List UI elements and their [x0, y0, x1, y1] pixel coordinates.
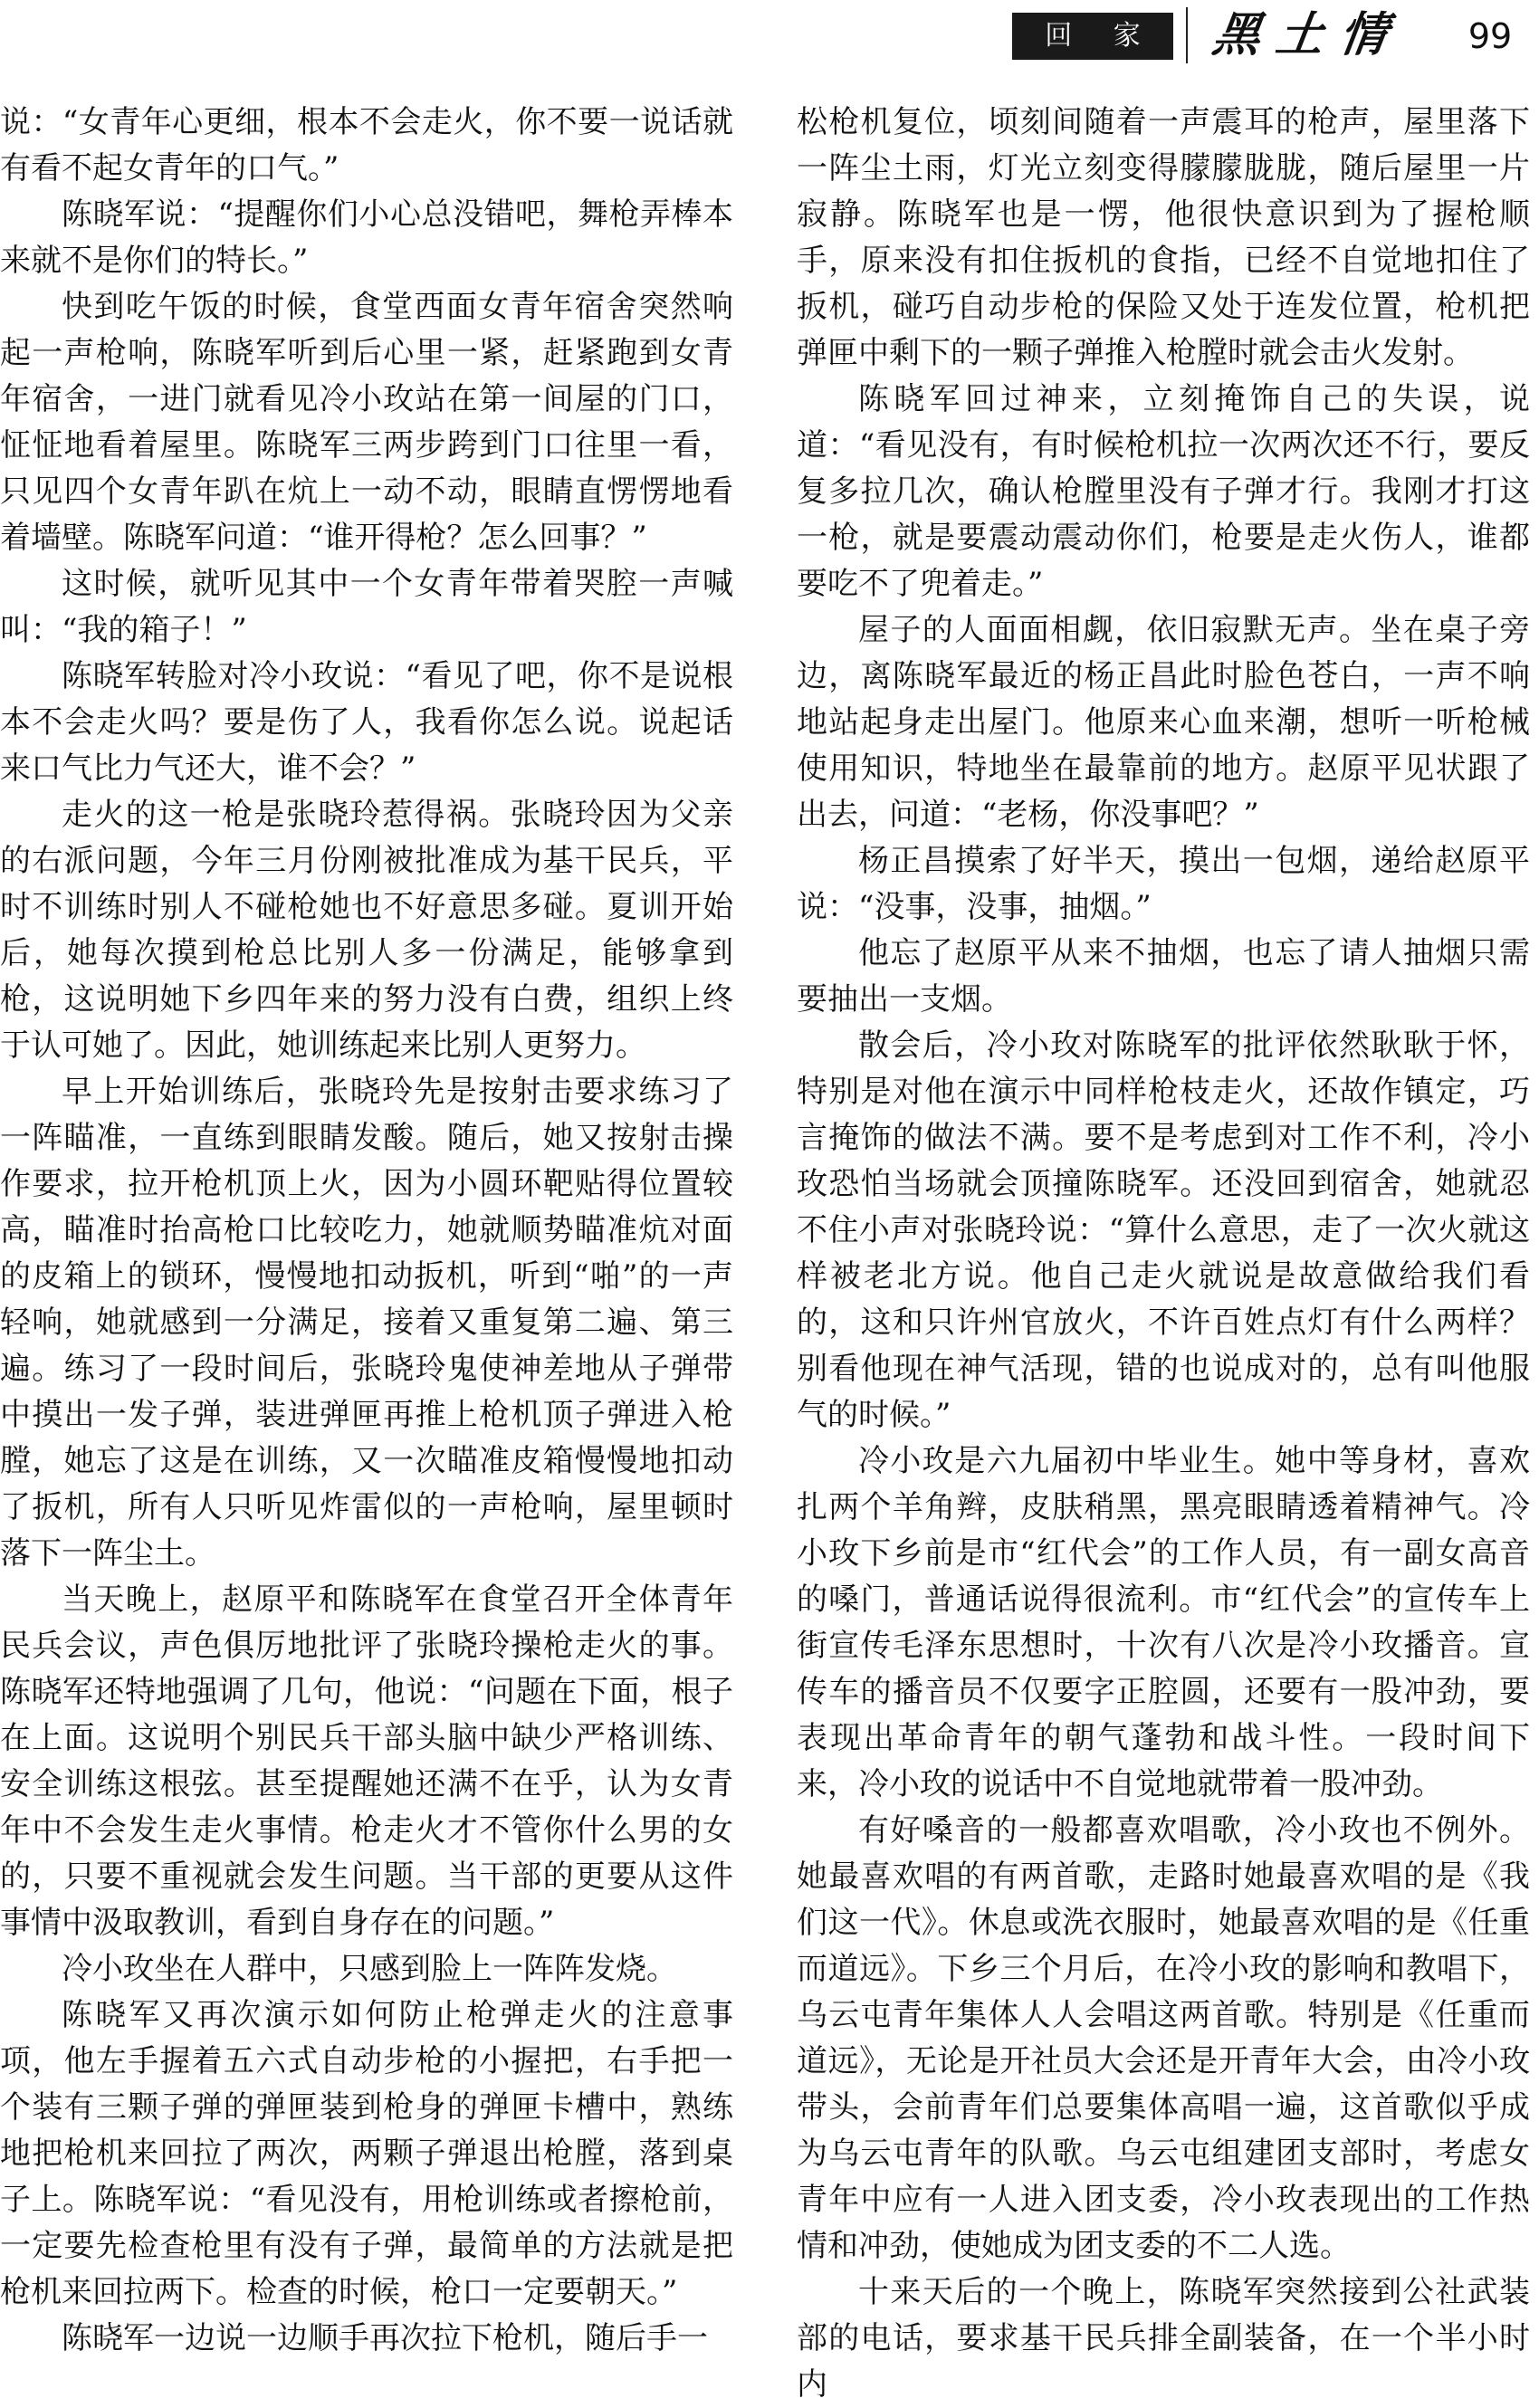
paragraph: 陈晓军回过神来，立刻掩饰自己的失误，说道：“看见没有，有时候枪机拉一次两次还不行，要反复多拉几次，确认枪膛里没有子弹才行。我刚才打这一枪，就是要震动震动你们，枪要是走火伤人，谁都要吃不了兜着走。” [797, 381, 1530, 602]
paragraph: 散会后，冷小玫对陈晓军的批评依然耿耿于怀，特别是对他在演示中同样枪枝走火，还故作镇定，巧言掩饰的做法不满。要不是考虑到对工作不利，冷小玫恐怕当场就会顶撞陈晓军。还没回到宿舍，她就忍不住小声对张晓玲说：“算什么意思，走了一次火就这样被老北方说。他自己走火就说是故意做给我们看的，这和只许州官放火，不许百姓点灯有什么两样？别看他现在神气活现，错的也说成对的，总有叫他服气的时候。” [797, 1027, 1530, 1433]
magazine-logo: 黑土情 [1209, 7, 1408, 62]
paragraph: 松枪机复位，顷刻间随着一声震耳的枪声，屋里落下一阵尘土雨，灯光立刻变得朦朦胧胧，随后屋里一片寂静。陈晓军也是一愣，他很快意识到为了握枪顺手，原来没有扣住扳机的食指，已经不自觉地扣住了扳机，碰巧自动步枪的保险又处于连发位置，枪机把弹匣中剩下的一颗子弹推入枪膛时就会击火发射。 [797, 104, 1530, 371]
paragraph: 陈晓军转脸对冷小玫说：“看见了吧，你不是说根本不会走火吗？要是伤了人，我看你怎么说。说起话来口气比力气还大，谁不会？” [0, 658, 733, 787]
paragraph: 冷小玫是六九届初中毕业生。她中等身材，喜欢扎两个羊角辫，皮肤稍黑，黑亮眼睛透着精神气。冷小玫下乡前是市“红代会”的工作人员，有一副女高音的嗓门，普通话说得很流利。市“红代会”的宣传车上街宣传毛泽东思想时，十次有八次是冷小玫播音。宣传车的播音员不仅要字正腔圆，还要有一股冲劲，要表现出革命青年的朝气蓬勃和战斗性。一段时间下来，冷小玫的说话中不自觉地就带着一股冲劲。 [797, 1443, 1530, 1802]
paragraph: 快到吃午饭的时候，食堂西面女青年宿舍突然响起一声枪响，陈晓军听到后心里一紧，赶紧跑到女青年宿舍，一进门就看见冷小玫站在第一间屋的门口，怔怔地看着屋里。陈晓军三两步跨到门口往里一看，只见四个女青年趴在炕上一动不动，眼睛直愣愣地看着墙壁。陈晓军问道：“谁开得枪？怎么回事？” [0, 289, 733, 556]
paragraph: 这时候，就听见其中一个女青年带着哭腔一声喊叫：“我的箱子！” [0, 566, 733, 648]
paragraph: 冷小玫坐在人群中，只感到脸上一阵阵发烧。 [62, 1951, 677, 1987]
page-number: 99 [1467, 16, 1513, 56]
header-divider [1186, 7, 1188, 63]
section-tag: 回 家 [1012, 13, 1173, 60]
paragraph: 杨正昌摸索了好半天，摸出一包烟，递给赵原平说：“没事，没事，抽烟。” [797, 843, 1530, 925]
right-column [797, 100, 1530, 2403]
paragraph: 当天晚上，赵原平和陈晓军在食堂召开全体青年民兵会议，声色俱厉地批评了张晓玲操枪走火的事。陈晓军还特地强调了几句，他说：“问题在下面，根子在上面。这说明个别民兵干部头脑中缺少严格训练、安全训练这根弦。甚至提醒她还满不在乎，认为女青年中不会发生走火事情。枪走火才不管你什么男的女的，只要不重视就会发生问题。当干部的更要从这件事情中汲取教训，看到自身存在的问题。” [0, 1581, 733, 1941]
paragraph: 有好嗓音的一般都喜欢唱歌，冷小玫也不例外。她最喜欢唱的有两首歌，走路时她最喜欢唱的是《我们这一代》。休息或洗衣服时，她最喜欢唱的是《任重而道远》。下乡三个月后，在冷小玫的影响和教唱下，乌云屯青年集体人人会唱这两首歌。特别是《任重而道远》，无论是开社员大会还是开青年大会，由冷小玫带头，会前青年们总要集体高唱一遍，这首歌似乎成为乌云屯青年的队歌。乌云屯组建团支部时，考虑女青年中应有一人进入团支委，冷小玫表现出的工作热情和冲劲，使她成为团支委的不二人选。 [797, 1812, 1530, 2264]
page-header [0, 0, 1539, 72]
paragraph: 屋子的人面面相觑，依旧寂默无声。坐在桌子旁边，离陈晓军最近的杨正昌此时脸色苍白，一声不响地站起身走出屋门。他原来心血来潮，想听一听枪械使用知识，特地坐在最靠前的地方。赵原平见状跟了出去，问道：“老杨，你没事吧？” [797, 612, 1530, 833]
paragraph: 陈晓军又再次演示如何防止枪弹走火的注意事项，他左手握着五六式自动步枪的小握把，右手把一个装有三颗子弹的弹匣装到枪身的弹匣卡槽中，熟练地把枪机来回拉了两次，两颗子弹退出枪膛，落到桌子上。陈晓军说：“看见没有，用枪训练或者擦枪前，一定要先检查枪里有没有子弹，最简单的方法就是把枪机来回拉两下。检查的时候，枪口一定要朝天。” [0, 1997, 733, 2310]
paragraph: 说：“女青年心更细，根本不会走火，你不要一说话就有看不起女青年的口气。” [0, 104, 733, 186]
paragraph: 早上开始训练后，张晓玲先是按射击要求练习了一阵瞄准，一直练到眼睛发酸。随后，她又按射击操作要求，拉开枪机顶上火，因为小圆环靶贴得位置较高，瞄准时抬高枪口比较吃力，她就顺势瞄准炕对面的皮箱上的锁环，慢慢地扣动扳机，听到“啪”的一声轻响，她就感到一分满足，接着又重复第二遍、第三遍。练习了一段时间后，张晓玲鬼使神差地从子弹带中摸出一发子弹，装进弹匣再推上枪机顶子弹进入枪膛，她忘了这是在训练，又一次瞄准皮箱慢慢地扣动了扳机，所有人只听见炸雷似的一声枪响，屋里顿时落下一阵尘土。 [0, 1074, 733, 1572]
paragraph: 陈晓军说：“提醒你们小心总没错吧，舞枪弄棒本来就不是你们的特长。” [0, 196, 733, 279]
paragraph: 他忘了赵原平从来不抽烟，也忘了请人抽烟只需要抽出一支烟。 [797, 935, 1530, 1018]
left-column [0, 100, 733, 2356]
paragraph: 走火的这一枪是张晓玲惹得祸。张晓玲因为父亲的右派问题，今年三月份刚被批准成为基干民兵，平时不训练时别人不碰枪她也不好意思多碰。夏训开始后，她每次摸到枪总比别人多一份满足，能够拿到枪，这说明她下乡四年来的努力没有白费，组织上终于认可她了。因此，她训练起来比别人更努力。 [0, 797, 733, 1064]
paragraph: 十来天后的一个晚上，陈晓军突然接到公社武装部的电话，要求基干民兵排全副装备，在一个半小时内 [797, 2274, 1530, 2403]
paragraph: 陈晓军一边说一边顺手再次拉下枪机，随后手一 [62, 2320, 708, 2356]
